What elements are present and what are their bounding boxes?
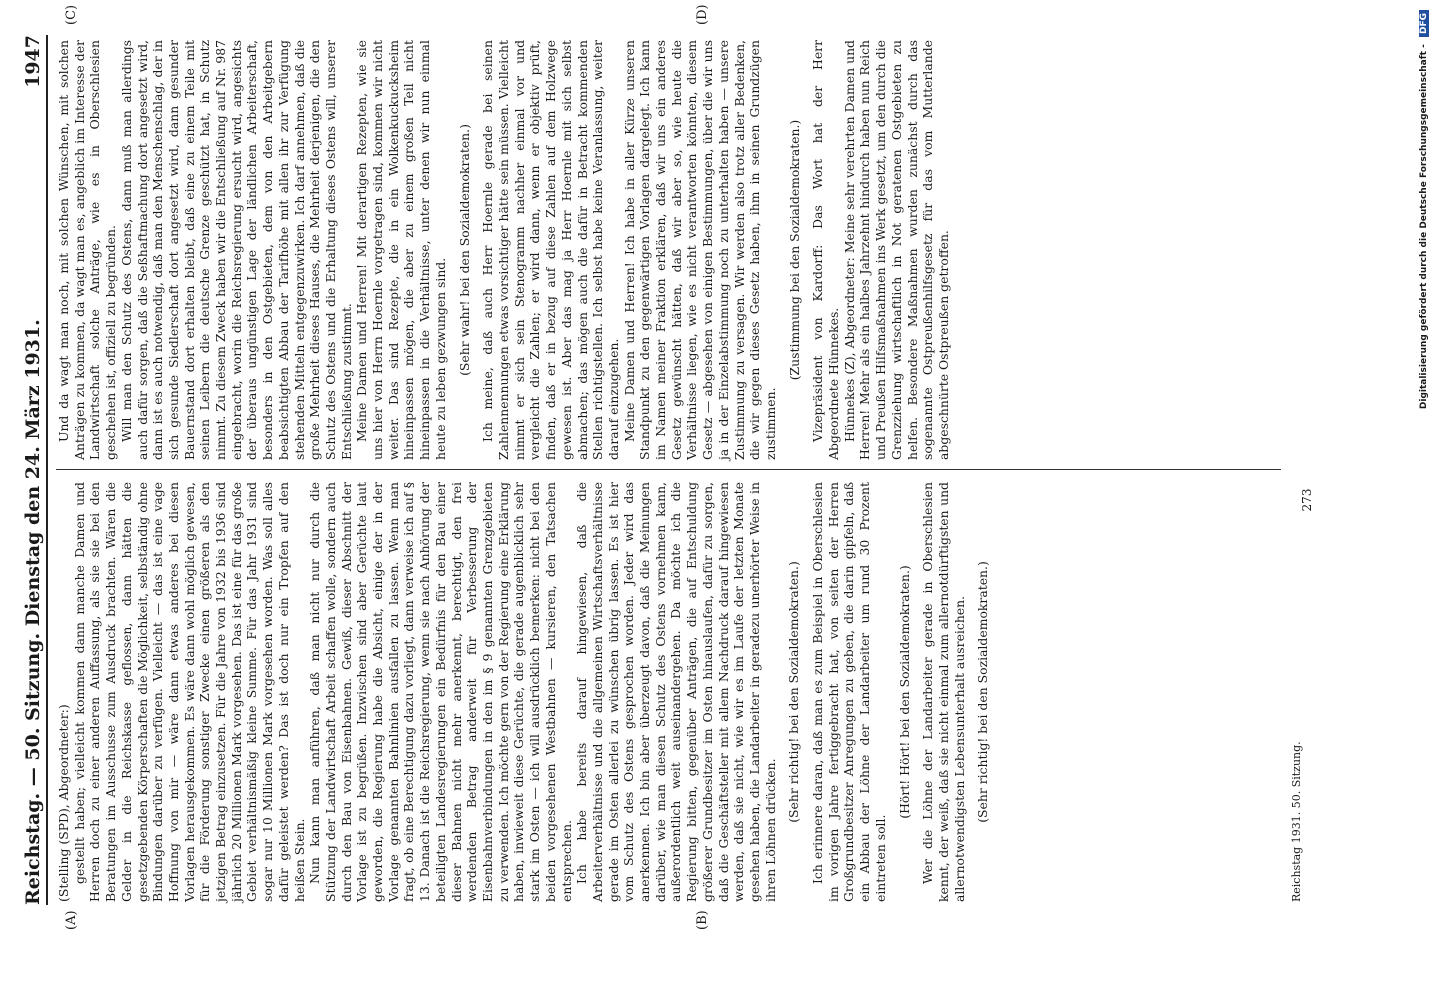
paragraph: Vizepräsident von Kardorff: Das Wort hat der Herr Abgeordnete Hünnekes. [810, 40, 842, 460]
page-number: 1947 [22, 35, 44, 88]
paragraph: Ich habe bereits darauf hingewiesen, daß die Arbeiterverhältnisse und die allgemeinen Wirtschaftsverhältnisse gerade im Osten allerlei zu wünschen übrig lassen. Es ist hier vom Schutz des Ostens gesprochen worden. Jeder wird das anerkennen. Ich bin aber überzeugt davon, daß die Meinungen darüber, wie man diesen Schutz des Ostens vornehmen kann, außerordentlich weit auseinandergehen. Da möchte ich die Regierung bitten, gegenüber Anträgen, die auf Entschuldung größerer Grundbesitzer im Osten hinauslaufen, dafür zu sorgen, daß die Geschäftsteller mit allem Nachdruck darauf hingewiesen werden, daß sie nicht, wie wir es im Laufe der letzten Monate gesehen haben, die Landarbeiter in geradezu unerhörter Weise in ihren Löhnen drücken. [574, 482, 778, 902]
paragraph: (Stelling (SPD), Abgeordneter:) [56, 704, 71, 902]
page-header [18, 35, 48, 905]
paragraph: Hünnekes (Z), Abgeordneter: Meine sehr verehrten Damen und Herren! Mehr als ein halbes Jahrzehnt hindurch haben nun Reich und Preußen Hilfsmaßnahmen ins Werk gesetzt, um den durch die Grenzziehung wirtschaftlich in Not geratenen Ostgebieten zu helfen. Besondere Maßnahmen wurden zunächst durch das sogenannte Ostpreußenhilfsgesetz für das vom Mutterlande abgeschnürte Ostpreußen getroffen. [841, 40, 951, 460]
paragraph: Will man den Schutz des Ostens, dann muß man allerdings auch dafür sorgen, daß die Seßhaftmachung dort angesetzt wird, dann ist es auch notwendig, daß man den Menschenschlag, der in sich gesunde Siedlerschaft dort angesetzt wird, dann gesunder Bauernstand dort erhalten bleibt, daß eine zu einem Teile mit seinen Leibern die deutsche Grenze geschützt hat, in Schutz nimmt. Zu diesem Zweck haben wir die Entschließung auf Nr. 987 eingebracht, worin die Reichsregierung ersucht wird, angesichts der überaus ungünstigen Lage der ländlichen Arbeiterschaft, besonders in den Ostgebieten, dem von den Arbeitgebern beabsichtigten Abbau der Tarifhöhe mit allen ihr zur Verfügung stehenden Mitteln entgegenzuwirken. Ich darf annehmen, daß die große Mehrheit dieses Hauses, die Mehrheit derjenigen, die den Schutz des Ostens und die Erhaltung dieses Ostens will, unserer Entschließung zustimmt. [118, 40, 354, 460]
margin-marker-d: (D) [695, 4, 710, 25]
paragraph: Nun kann man anführen, daß man nicht nur durch die Stützung der Landwirtschaft Arbeit schaffen wolle, sondern auch durch den Bau von Eisenbahnen. Gewiß, dieser Abschnitt der Vorlage ist zu begrüßen. Inzwischen sind aber Gerüchte laut geworden, die Regierung habe die Absicht, einige der in der Vorlage genannten Bahnlinien ausfallen zu lassen. Wenn man fragt, ob eine Berechtigung dazu vorliegt, dann verweise ich auf § 13. Danach ist die Reichsregierung, wenn sie nach Anhörung der beteiligten Landesregierungen ein Bedürfnis für den Bau einer dieser Bahnen nicht mehr anerkennt, berechtigt, den frei werdenden Betrag anderweit für Verbesserung der Eisenbahnverbindungen in den im § 9 genannten Grenzgebieten zu verwenden. Ich möchte gern von der Regierung eine Erklärung haben, inwieweit diese Gerüchte, die gerade augenblicklich sehr stark im Osten — ich will ausdrücklich bemerken: nicht bei den beiden vorgesehenen Westbahnen — kursieren, den Tatsachen entsprechen. [307, 482, 574, 902]
footer-page-number: 273 [1300, 488, 1314, 512]
interjection: (Sehr richtig! bei den Sozialdemokraten.) [786, 561, 802, 823]
paragraph: Meine Damen und Herren! Mit derartigen Rezepten, wie sie uns hier von Herrn Hoernle vorgetragen sind, kommen wir nicht weiter. Das sind Rezepte, die in ein Wolkenkuckucksheim hineinpassen mögen, die aber zu einem großen Teil nicht hineinpassen in die Verhältnisse, unter denen wir nun einmal heute zu leben gezwungen sind. [354, 40, 448, 460]
margin-marker-c: (C) [64, 4, 79, 25]
digitization-note-text: Digitalisierung gefördert durch die Deutsche Forschungsgemeinschaft - [1419, 44, 1429, 410]
margin-marker-b: (B) [695, 910, 710, 930]
paragraph: Ich erinnere daran, daß man es zum Beispiel in Oberschlesien im vorigen Jahre fertiggebracht hat, von seiten der Herren Großgrundbesitzer Anregungen zu geben, die darin gipfeln, daß ein Abbau der Löhne der Landarbeiter um rund 30 Prozent eintreten soll. [810, 482, 888, 902]
column-divider [56, 469, 1281, 470]
paragraph: gestellt haben; vielleicht kommen dann manche Damen und Herren doch zu einer anderen Auffassung, als sie sie bei den Beratungen im Ausschusse zum Ausdruck brachten. Wären die Gelder in die Reichskasse geflossen, dann hätten die gesetzgebenden Körperschaften die Möglichkeit, selbständig ohne Bindungen darüber zu verfügen. Vielleicht — das ist eine vage Hoffnung von mir — wäre dann etwas anderes bei diesen Vorlagen herausgekommen. Es wäre dann wohl möglich gewesen, für die Förderung sonstiger Zwecke einen größeren als den jetzigen Betrag einzusetzen. Für die Jahre von 1932 bis 1936 sind jährlich 20 Millionen Mark vorgesehen. Das ist eine für das große Gebiet verhältnismäßig kleine Summe. Für das Jahr 1931 sind sogar nur 10 Millionen Mark vorgesehen worden. Was soll alles dafür geleistet werden? Das ist doch nur ein Tropfen auf den heißen Stein. [71, 482, 307, 902]
margin-marker-a: (A) [64, 910, 79, 930]
interjection: (Sehr wahr! bei den Sozialdemokraten.) [456, 124, 472, 376]
header-rule [46, 35, 48, 905]
digitization-note [1419, 10, 1433, 990]
dfg-logo: DFG [1419, 10, 1429, 37]
page-title: Reichstag. — 50. Sitzung. Dienstag den 24. März 1931. [22, 319, 44, 905]
interjection: (Hört! Hört! bei den Sozialdemokraten.) [896, 565, 912, 819]
paragraph: Ich meine, daß auch Herr Hoernle gerade bei seinen Zahlennennungen etwas vorsichtiger hätte sein müssen. Vielleicht nimmt er sich sein Stenogramm nachher einmal vor und vergleicht die Zahlen; er wird dann, wenn er objektiv prüft, finden, daß er in bezug auf diese Zahlen auf dem Holzwege gewesen ist. Aber das mag ja Herr Hoernle mit sich selbst abmachen; das mögen auch die dafür in Betracht kommenden Stellen richtigstellen. Ich selbst habe keine Veranlassung, weiter darauf einzugehen. [480, 40, 621, 460]
footer-source: Reichstag 1931. 50. Sitzung. [1290, 741, 1303, 902]
left-column [56, 482, 999, 902]
paragraph: Wer die Löhne der Landarbeiter gerade in Oberschlesien kennt, der weiß, daß sie nicht einmal zum allernotdürftigsten und allernotwendigsten Lebensunterhalt ausreichen. [920, 482, 967, 902]
interjection: (Sehr richtig! bei den Sozialdemokraten.) [975, 561, 991, 823]
paragraph: Meine Damen und Herren! Ich habe in aller Kürze unseren Standpunkt zu den gegenwärtigen Vorlagen dargelegt. Ich kann im Namen meiner Fraktion erklären, daß wir uns ein anderes Gesetz gewünscht hätten, daß wir aber so, wie heute die Verhältnisse liegen, wie es nicht verantworten könnten, diesem Gesetz — abgesehen von einigen Bestimmungen, über die wir uns ja in der Einzelabstimmung noch zu unterhalten haben — unsere Zustimmung zu versagen. Wir werden also trotz aller Bedenken, die wir gegen dieses Gesetz haben, ihm in seinen Grundzügen zustimmen. [621, 40, 778, 460]
right-column [56, 40, 952, 460]
interjection: (Zustimmung bei den Sozialdemokraten.) [786, 119, 802, 381]
paragraph: Und da wagt man noch, mit solchen Wünschen, mit solchen Anträgen zu kommen, da wagt man es, angeblich im Interesse der Landwirtschaft solche Anträge, wie es in Oberschlesien geschehen ist, offiziell zu begründen. [56, 40, 119, 460]
